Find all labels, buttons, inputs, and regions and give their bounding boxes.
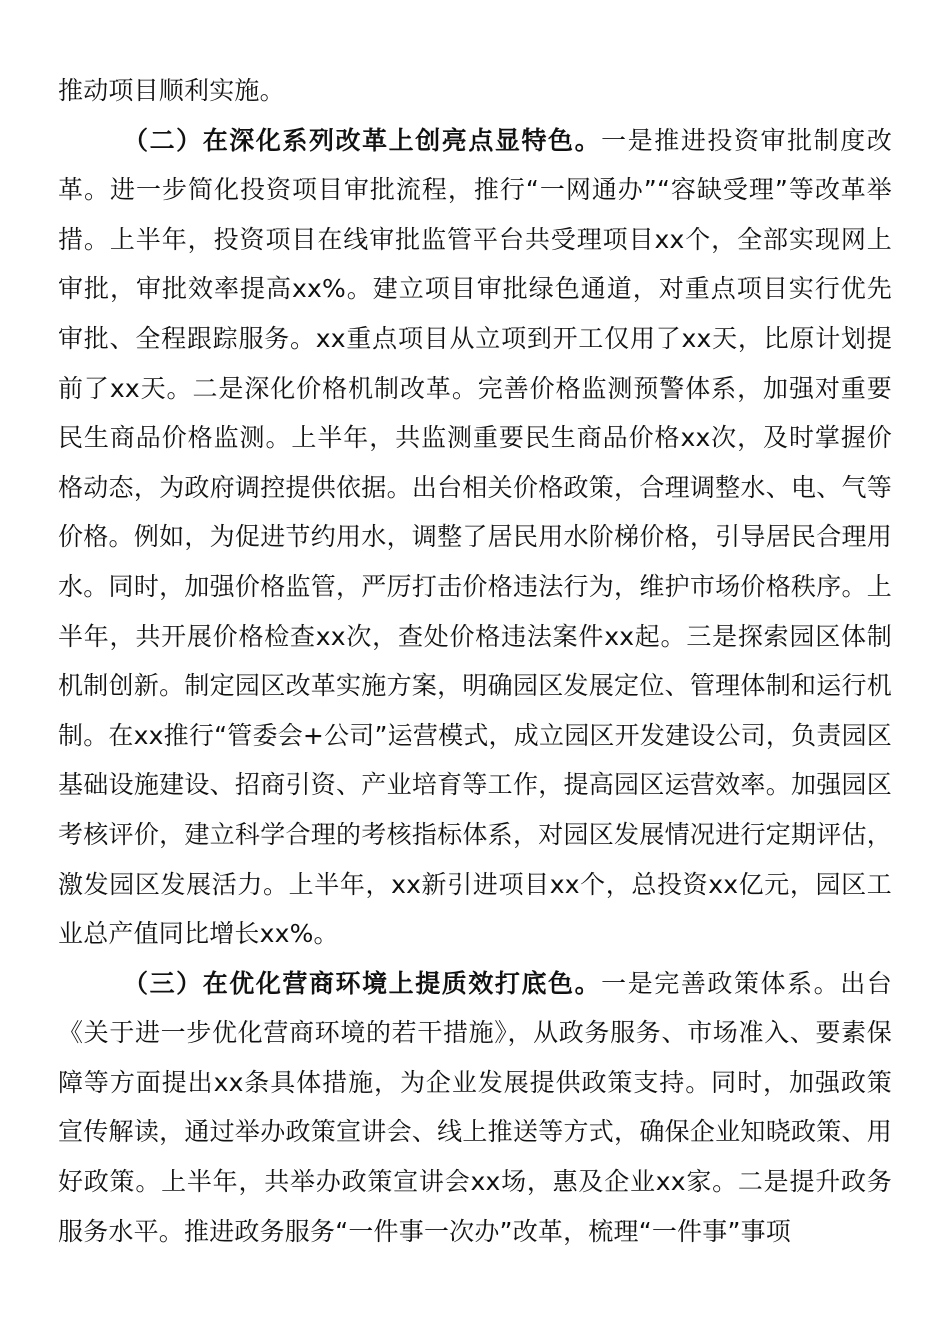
section-heading: （二）在深化系列改革上创亮点显特色。 [123,125,602,155]
paragraph-section-2 [58,116,892,959]
paragraph-text: 一是完善政策体系。出台《关于进一步优化营商环境的若干措施》，从政务服务、市场准入、要素保障等方面提出xx条具体措施，为企业发展提供政策支持。同时，加强政策宣传解读，通过举办政策宣讲会、线上推送等方式，确保企业知晓政策、用好政策。上半年，共举办政策宣讲会xx场，惠及企业xx家。二是提升政务服务水平。推进政务服务“一件事一次办”改革，梳理“一件事”事项 [58,968,892,1246]
paragraph-text: 推动项目顺利实施。 [58,76,285,105]
document-page [58,66,892,1256]
paragraph-text: 一是推进投资审批制度改革。进一步简化投资项目审批流程，推行“一网通办”“容缺受理”等改革举措。上半年，投资项目在线审批监管平台共受理项目xx个，全部实现网上审批，审批效率提高xx%。建立项目审批绿色通道，对重点项目实行优先审批、全程跟踪服务。xx重点项目从立项到开工仅用了xx天，比原计划提前了xx天。二是深化价格机制改革。完善价格监测预警体系，加强对重要民生商品价格监测。上半年，共监测重要民生商品价格xx次，及时掌握价格动态，为政府调控提供依据。出台相关价格政策，合理调整水、电、气等价格。例如，为促进节约用水，调整了居民用水阶梯价格，引导居民合理用水。同时，加强价格监管，严厉打击价格违法行为，维护市场价格秩序。上半年，共开展价格检查xx次，查处价格违法案件xx起。三是探索园区体制机制创新。制定园区改革实施方案，明确园区发展定位、管理体制和运行机制。在xx推行“管委会+公司”运营模式，成立园区开发建设公司，负责园区基础设施建设、招商引资、产业培育等工作，提高园区运营效率。加强园区考核评价，建立科学合理的考核指标体系，对园区发展情况进行定期评估，激发园区发展活力。上半年，xx新引进项目xx个，总投资xx亿元，园区工业总产值同比增长xx%。 [58,125,892,949]
paragraph-continuation [58,66,892,116]
section-heading: （三）在优化营商环境上提质效打底色。 [123,968,602,998]
paragraph-section-3 [58,959,892,1257]
